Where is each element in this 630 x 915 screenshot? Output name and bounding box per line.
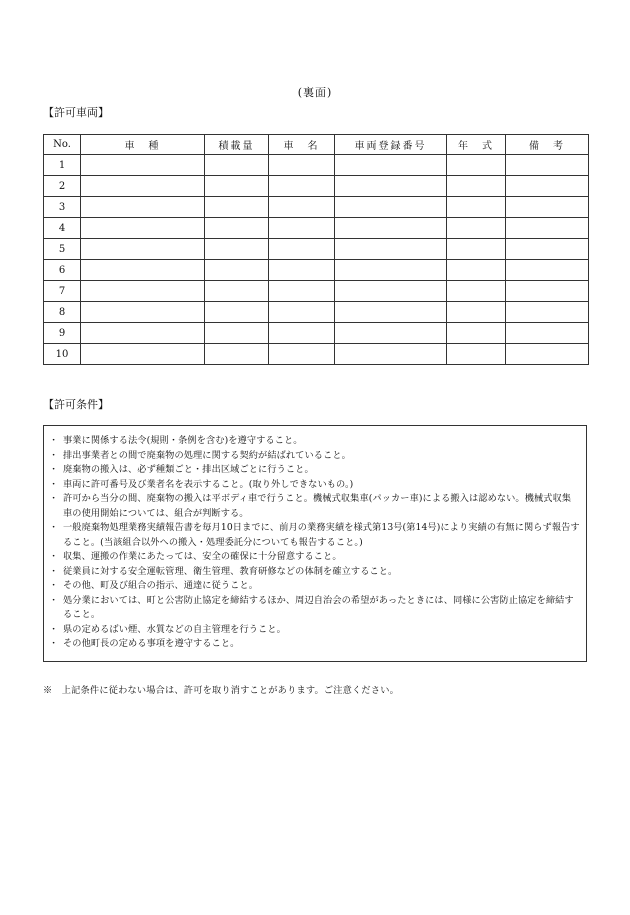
- condition-item: ・ 排出事業者との間で廃棄物の処理に関する契約が結ばれていること。: [44, 449, 586, 464]
- table-row: [44, 281, 589, 302]
- condition-item: ・ 処分業においては、町と公害防止協定を締結するほか、周辺自治会の希望があったときには、同様に公害防止協定を締結すること。: [44, 594, 586, 623]
- capacity-cell: [205, 344, 269, 365]
- registration-number-cell: [335, 323, 447, 344]
- condition-item: ・ 県の定めるばい煙、水質などの自主管理を行うこと。: [44, 623, 586, 638]
- row-number: 2: [44, 176, 81, 197]
- row-number: 3: [44, 197, 81, 218]
- vehicles-table: [43, 134, 589, 365]
- column-header-capacity: 積載量: [205, 135, 269, 155]
- condition-item: ・ その他、町及び組合の指示、通達に従うこと。: [44, 579, 586, 594]
- registration-number-cell: [335, 302, 447, 323]
- capacity-cell: [205, 197, 269, 218]
- table-row: [44, 239, 589, 260]
- condition-item: ・ その他町長の定める事項を遵守すること。: [44, 637, 586, 652]
- condition-item: ・ 従業員に対する安全運転管理、衛生管理、教育研修などの体制を確立すること。: [44, 565, 586, 580]
- registration-number-cell: [335, 218, 447, 239]
- condition-item: ・ 収集、運搬の作業にあたっては、安全の確保に十分留意すること。: [44, 550, 586, 565]
- column-header-vehicle-type: 車 種: [81, 135, 205, 155]
- capacity-cell: [205, 323, 269, 344]
- vehicle-type-cell: [81, 302, 205, 323]
- vehicle-type-cell: [81, 155, 205, 176]
- remarks-cell: [506, 281, 589, 302]
- remarks-cell: [506, 239, 589, 260]
- vehicle-name-cell: [269, 260, 335, 281]
- table-row: [44, 155, 589, 176]
- remarks-cell: [506, 302, 589, 323]
- registration-number-cell: [335, 344, 447, 365]
- table-row: [44, 302, 589, 323]
- column-header-no: No.: [44, 135, 81, 155]
- capacity-cell: [205, 260, 269, 281]
- condition-item: ・ 車両に許可番号及び業者名を表示すること。(取り外しできないもの。): [44, 478, 586, 493]
- condition-item: ・ 廃棄物の搬入は、必ず種類ごと・排出区域ごとに行うこと。: [44, 463, 586, 478]
- capacity-cell: [205, 176, 269, 197]
- vehicles-table-body: [44, 155, 589, 365]
- column-header-registration-number: 車両登録番号: [335, 135, 447, 155]
- condition-item: ・ 一般廃棄物処理業務実績報告書を毎月10日までに、前月の業務実績を様式第13号(第14号)により実績の有無に関らず報告すること。(当該組合以外への搬入・処理委託分についても報告すること。): [44, 521, 586, 550]
- row-number: 9: [44, 323, 81, 344]
- remarks-cell: [506, 323, 589, 344]
- registration-number-cell: [335, 281, 447, 302]
- remarks-cell: [506, 197, 589, 218]
- remarks-cell: [506, 218, 589, 239]
- vehicle-type-cell: [81, 281, 205, 302]
- row-number: 4: [44, 218, 81, 239]
- vehicle-type-cell: [81, 239, 205, 260]
- capacity-cell: [205, 281, 269, 302]
- column-header-model-year: 年 式: [447, 135, 506, 155]
- condition-item: ・ 事業に関係する法令(規則・条例を含む)を遵守すること。: [44, 434, 586, 449]
- registration-number-cell: [335, 239, 447, 260]
- vehicle-name-cell: [269, 323, 335, 344]
- registration-number-cell: [335, 197, 447, 218]
- vehicle-type-cell: [81, 260, 205, 281]
- table-row: [44, 344, 589, 365]
- model-year-cell: [447, 155, 506, 176]
- vehicle-name-cell: [269, 218, 335, 239]
- model-year-cell: [447, 281, 506, 302]
- registration-number-cell: [335, 155, 447, 176]
- remarks-cell: [506, 176, 589, 197]
- row-number: 7: [44, 281, 81, 302]
- registration-number-cell: [335, 260, 447, 281]
- remarks-cell: [506, 344, 589, 365]
- table-row: [44, 260, 589, 281]
- condition-item: ・ 許可から当分の間、廃棄物の搬入は平ボディ車で行うこと。機械式収集車(パッカー車)による搬入は認めない。機械式収集車の使用開始については、組合が判断する。: [44, 492, 586, 521]
- model-year-cell: [447, 239, 506, 260]
- table-header-row: [44, 135, 589, 155]
- vehicle-type-cell: [81, 344, 205, 365]
- table-row: [44, 323, 589, 344]
- capacity-cell: [205, 302, 269, 323]
- row-number: 5: [44, 239, 81, 260]
- vehicle-name-cell: [269, 239, 335, 260]
- vehicle-name-cell: [269, 344, 335, 365]
- vehicle-type-cell: [81, 323, 205, 344]
- row-number: 1: [44, 155, 81, 176]
- capacity-cell: [205, 155, 269, 176]
- table-row: [44, 197, 589, 218]
- model-year-cell: [447, 197, 506, 218]
- registration-number-cell: [335, 176, 447, 197]
- table-row: [44, 176, 589, 197]
- vehicle-name-cell: [269, 155, 335, 176]
- capacity-cell: [205, 239, 269, 260]
- table-row: [44, 218, 589, 239]
- model-year-cell: [447, 323, 506, 344]
- row-number: 6: [44, 260, 81, 281]
- column-header-vehicle-name: 車 名: [269, 135, 335, 155]
- footnote: ※ 上記条件に従わない場合は、許可を取り消すことがあります。ご注意ください。: [43, 685, 399, 696]
- conditions-section-title: 【許可条件】: [43, 398, 109, 411]
- model-year-cell: [447, 176, 506, 197]
- column-header-remarks: 備 考: [506, 135, 589, 155]
- row-number: 10: [44, 344, 81, 365]
- model-year-cell: [447, 218, 506, 239]
- page-side-label: (裏面): [297, 86, 333, 99]
- model-year-cell: [447, 344, 506, 365]
- model-year-cell: [447, 302, 506, 323]
- model-year-cell: [447, 260, 506, 281]
- vehicle-type-cell: [81, 197, 205, 218]
- capacity-cell: [205, 218, 269, 239]
- vehicle-name-cell: [269, 302, 335, 323]
- row-number: 8: [44, 302, 81, 323]
- vehicle-name-cell: [269, 197, 335, 218]
- conditions-box: [43, 425, 587, 662]
- vehicle-name-cell: [269, 176, 335, 197]
- remarks-cell: [506, 260, 589, 281]
- remarks-cell: [506, 155, 589, 176]
- vehicle-type-cell: [81, 218, 205, 239]
- vehicles-section-title: 【許可車両】: [43, 106, 109, 119]
- vehicle-name-cell: [269, 281, 335, 302]
- vehicle-type-cell: [81, 176, 205, 197]
